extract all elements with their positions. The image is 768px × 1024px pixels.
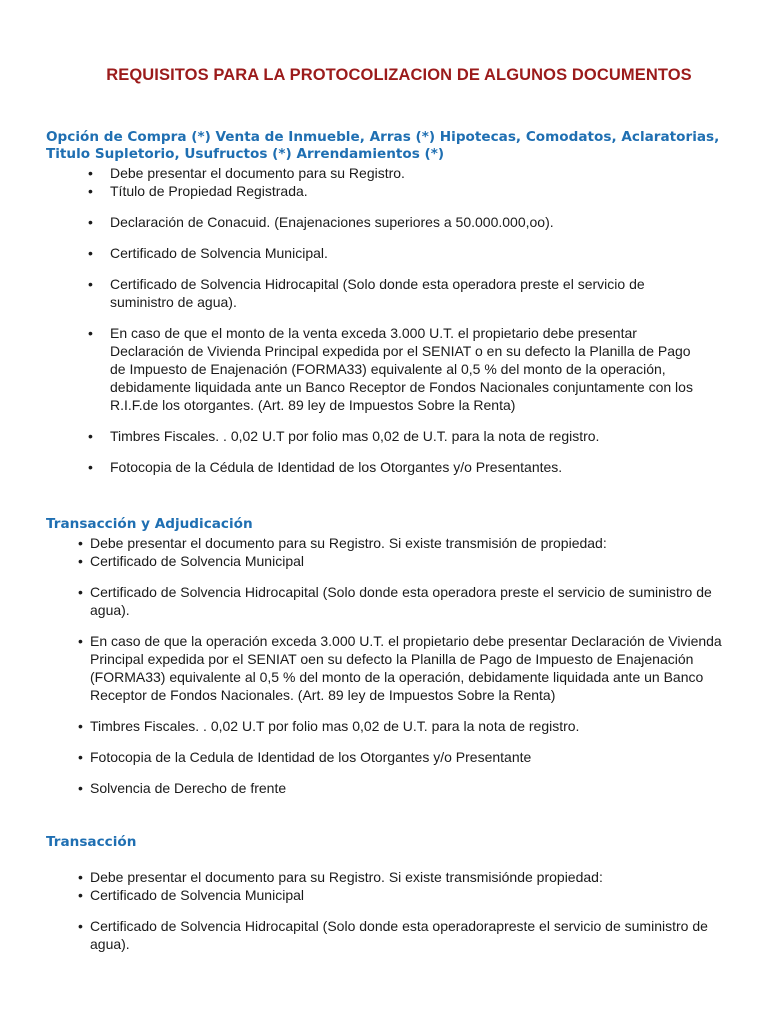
requirements-list-transaccion xyxy=(78,868,728,966)
section-heading-transaccion: Transacción xyxy=(46,834,137,850)
list-item: • Certificado de Solvencia Hidrocapital (Solo donde esta operadorapreste el servicio de suministro de agua). xyxy=(78,917,728,953)
list-item: • Timbres Fiscales. . 0,02 U.T por folio mas 0,02 de U.T. para la nota de registro. xyxy=(78,717,728,735)
list-item: • Certificado de Solvencia Municipal xyxy=(78,886,728,904)
list-item: • Fotocopia de la Cédula de Identidad de los Otorgantes y/o Presentantes. xyxy=(88,458,708,476)
list-item: • Certificado de Solvencia Hidrocapital (Solo donde esta operadora preste el servicio de suministro de agua). xyxy=(88,275,708,311)
list-item: • Solvencia de Derecho de frente xyxy=(78,779,728,797)
requirements-list-transaccion-adjudicacion xyxy=(78,534,728,810)
requirements-list-compra-venta xyxy=(88,164,708,489)
list-item: • Debe presentar el documento para su Registro. Si existe transmisión de propiedad: xyxy=(78,534,728,552)
section-heading-compra-venta: Opción de Compra (*) Venta de Inmueble, Arras (*) Hipotecas, Comodatos, Aclaratorias, Titulo Supletorio, Usufructos (*) Arrendamientos (*) xyxy=(46,129,720,162)
list-item: • Certificado de Solvencia Hidrocapital (Solo donde esta operadora preste el servicio de suministro de agua). xyxy=(78,583,728,619)
list-item: • Timbres Fiscales. . 0,02 U.T por folio mas 0,02 de U.T. para la nota de registro. xyxy=(88,427,708,445)
document-title: REQUISITOS PARA LA PROTOCOLIZACION DE ALGUNOS DOCUMENTOS xyxy=(106,66,692,84)
list-item: • En caso de que la operación exceda 3.000 U.T. el propietario debe presentar Declaración de Vivienda Principal expedida por el SENIAT oen su defecto la Planilla de Pago de Impuesto de Enajenación (FORMA33) equivalente al 0,5 % del monto de la operación, debidamente liquidada ante un Banco Receptor de Fondos Nacionales. (Art. 89 ley de Impuestos Sobre la Renta) xyxy=(78,632,728,704)
list-item: • Debe presentar el documento para su Registro. xyxy=(88,164,708,182)
list-item: • Título de Propiedad Registrada. xyxy=(88,182,708,200)
section-heading-transaccion-adjudicacion: Transacción y Adjudicación xyxy=(46,516,253,532)
list-item: • Debe presentar el documento para su Registro. Si existe transmisiónde propiedad: xyxy=(78,868,728,886)
list-item: • Declaración de Conacuid. (Enajenaciones superiores a 50.000.000,oo). xyxy=(88,213,708,231)
list-item: • En caso de que el monto de la venta exceda 3.000 U.T. el propietario debe presentar Declaración de Vivienda Principal expedida por el SENIAT o en su defecto la Planilla de Pago de Impuesto de Enajenación (FORMA33) equivalente al 0,5 % del monto de la operación, debidamente liquidada ante un Banco Receptor de Fondos Nacionales conjuntamente con los R.I.F.de los otorgantes. (Art. 89 ley de Impuestos Sobre la Renta) xyxy=(88,324,708,414)
list-item: • Fotocopia de la Cedula de Identidad de los Otorgantes y/o Presentante xyxy=(78,748,728,766)
list-item: • Certificado de Solvencia Municipal xyxy=(78,552,728,570)
list-item: • Certificado de Solvencia Municipal. xyxy=(88,244,708,262)
